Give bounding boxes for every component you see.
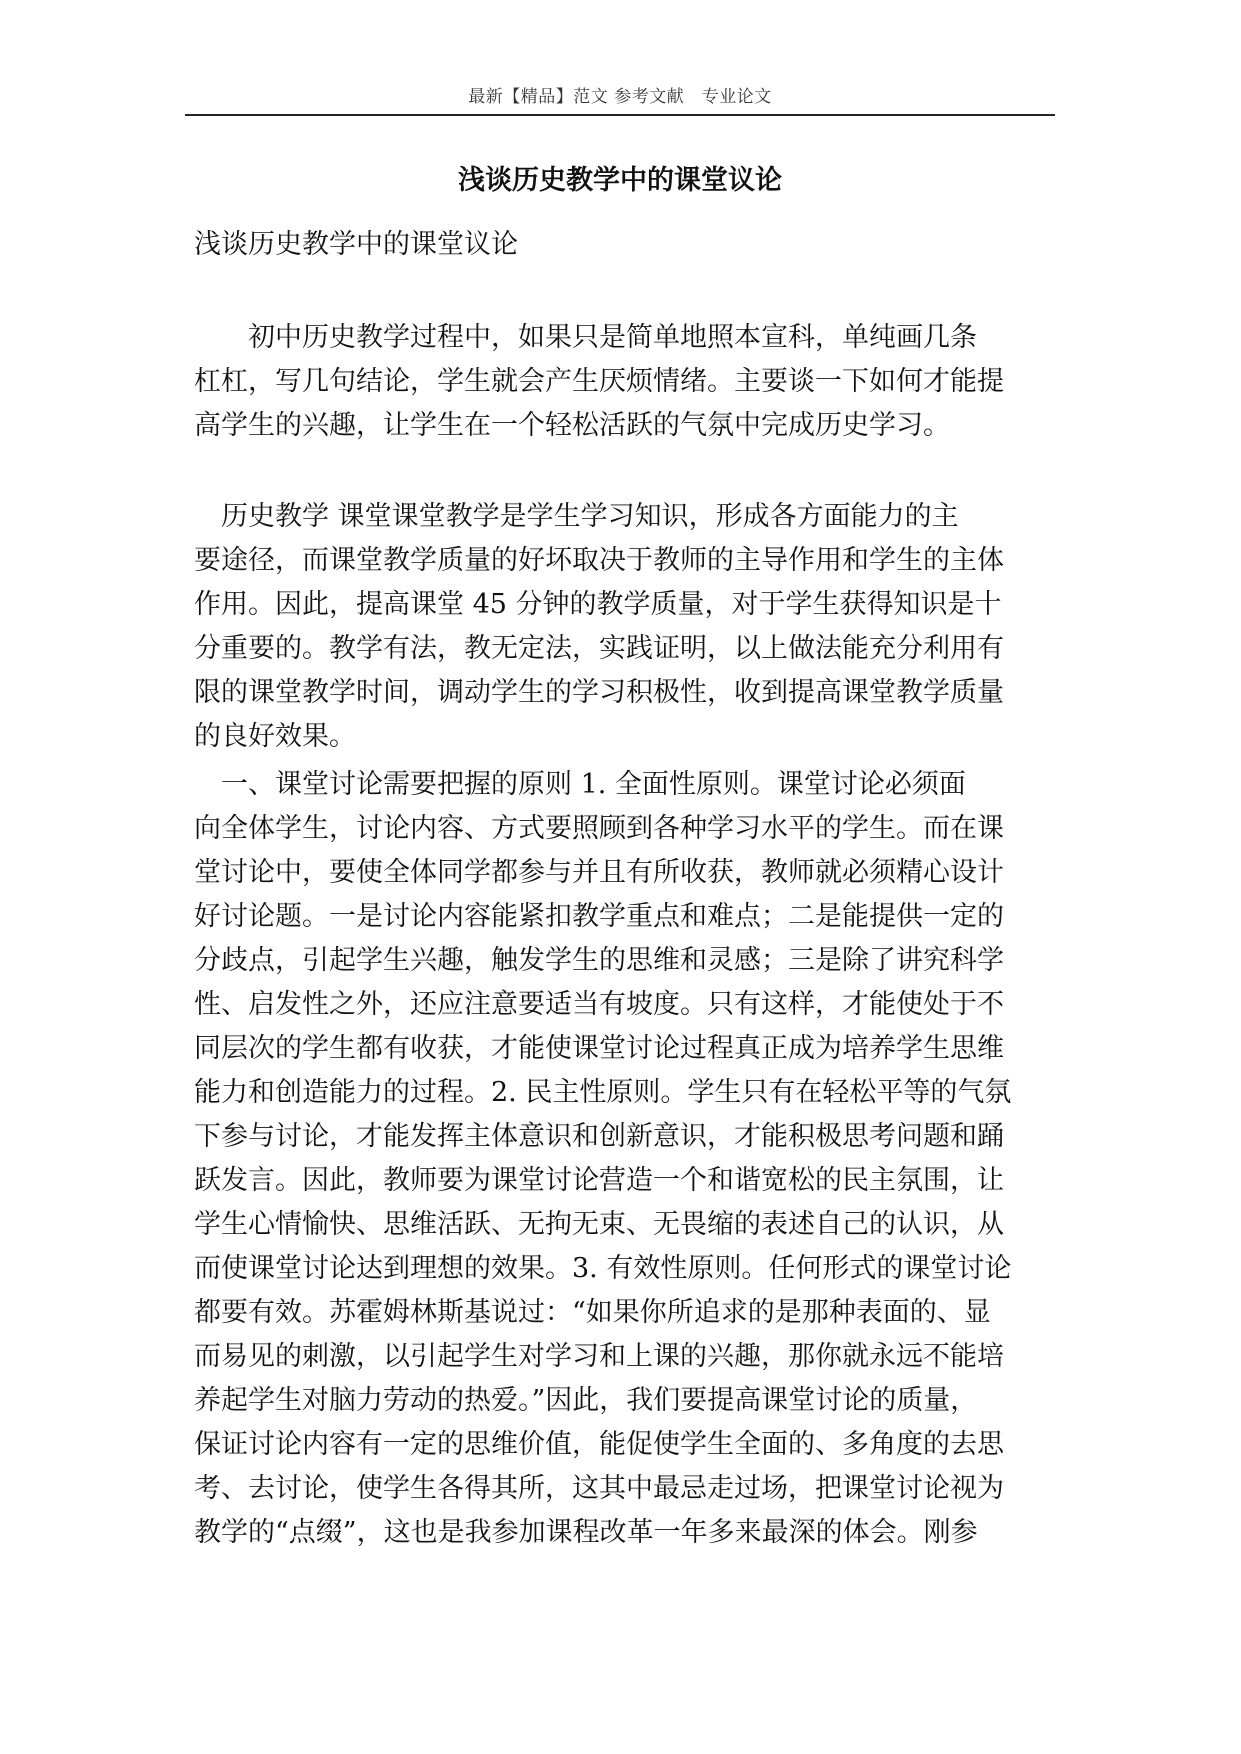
- running-header: 最新【精品】范文 参考文献 专业论文: [468, 87, 772, 107]
- paragraph-line: 好讨论题。一是讨论内容能紧扣教学重点和难点；二是能提供一定的: [194, 901, 1004, 932]
- paragraph-line: 向全体学生，讨论内容、方式要照顾到各种学习水平的学生。而在课: [194, 813, 1004, 844]
- paragraph-line: 考、去讨论，使学生各得其所，这其中最忌走过场，把课堂讨论视为: [194, 1473, 1004, 1504]
- paragraph-line: 学生心情愉快、思维活跃、无拘无束、无畏缩的表述自己的认识，从: [194, 1209, 1004, 1240]
- paragraph-line: 都要有效。苏霍姆林斯基说过：“如果你所追求的是那种表面的、显: [194, 1297, 991, 1328]
- paragraph-line: 的良好效果。: [194, 721, 356, 752]
- header-divider: [185, 114, 1055, 116]
- paragraph-line: 养起学生对脑力劳动的热爱。”因此，我们要提高课堂讨论的质量，: [194, 1385, 978, 1416]
- paragraph-keywords: [194, 495, 1054, 759]
- paragraph-line: 保证讨论内容有一定的思维价值，能促使学生全面的、多角度的去思: [194, 1429, 1004, 1460]
- paragraph-line: 而使课堂讨论达到理想的效果。3. 有效性原则。任何形式的课堂讨论: [194, 1253, 1012, 1284]
- document-title: 浅谈历史教学中的课堂议论: [458, 165, 782, 196]
- paragraph-line: 分歧点，引起学生兴趣，触发学生的思维和灵感；三是除了讲究科学: [194, 945, 1004, 976]
- paragraph-intro: [194, 316, 1054, 448]
- paragraph-line: 同层次的学生都有收获，才能使课堂讨论过程真正成为培养学生思维: [194, 1033, 1004, 1064]
- paragraph-principles: [194, 763, 1054, 1555]
- paragraph-line: 限的课堂教学时间，调动学生的学习积极性，收到提高课堂教学质量: [194, 677, 1004, 708]
- paragraph-line: 教学的“点缀”，这也是我参加课程改革一年多来最深的体会。刚参: [194, 1517, 978, 1548]
- paragraph-line: 堂讨论中，要使全体同学都参与并且有所收获，教师就必须精心设计: [194, 857, 1004, 888]
- document-subtitle: 浅谈历史教学中的课堂议论: [194, 229, 518, 260]
- paragraph-line: 能力和创造能力的过程。2. 民主性原则。学生只有在轻松平等的气氛: [194, 1077, 1012, 1108]
- paragraph-line: 跃发言。因此，教师要为课堂讨论营造一个和谐宽松的民主氛围，让: [194, 1165, 1004, 1196]
- paragraph-line: 一、课堂讨论需要把握的原则 1. 全面性原则。课堂讨论必须面: [221, 769, 966, 800]
- paragraph-line: 初中历史教学过程中，如果只是简单地照本宣科，单纯画几条: [221, 322, 977, 353]
- paragraph-line: 而易见的刺激，以引起学生对学习和上课的兴趣，那你就永远不能培: [194, 1341, 1004, 1372]
- paragraph-line: 分重要的。教学有法，教无定法，实践证明，以上做法能充分利用有: [194, 633, 1004, 664]
- paragraph-line: 要途径，而课堂教学质量的好坏取决于教师的主导作用和学生的主体: [194, 545, 1004, 576]
- paragraph-line: 下参与讨论，才能发挥主体意识和创新意识，才能积极思考问题和踊: [194, 1121, 1004, 1152]
- paragraph-line: 高学生的兴趣，让学生在一个轻松活跃的气氛中完成历史学习。: [194, 410, 950, 441]
- paragraph-line: 性、启发性之外，还应注意要适当有坡度。只有这样，才能使处于不: [194, 989, 1004, 1020]
- paragraph-line: 历史教学 课堂课堂教学是学生学习知识，形成各方面能力的主: [221, 501, 959, 532]
- paragraph-line: 杠杠，写几句结论，学生就会产生厌烦情绪。主要谈一下如何才能提: [194, 366, 1004, 397]
- paragraph-line: 作用。因此，提高课堂 45 分钟的教学质量，对于学生获得知识是十: [194, 589, 1002, 620]
